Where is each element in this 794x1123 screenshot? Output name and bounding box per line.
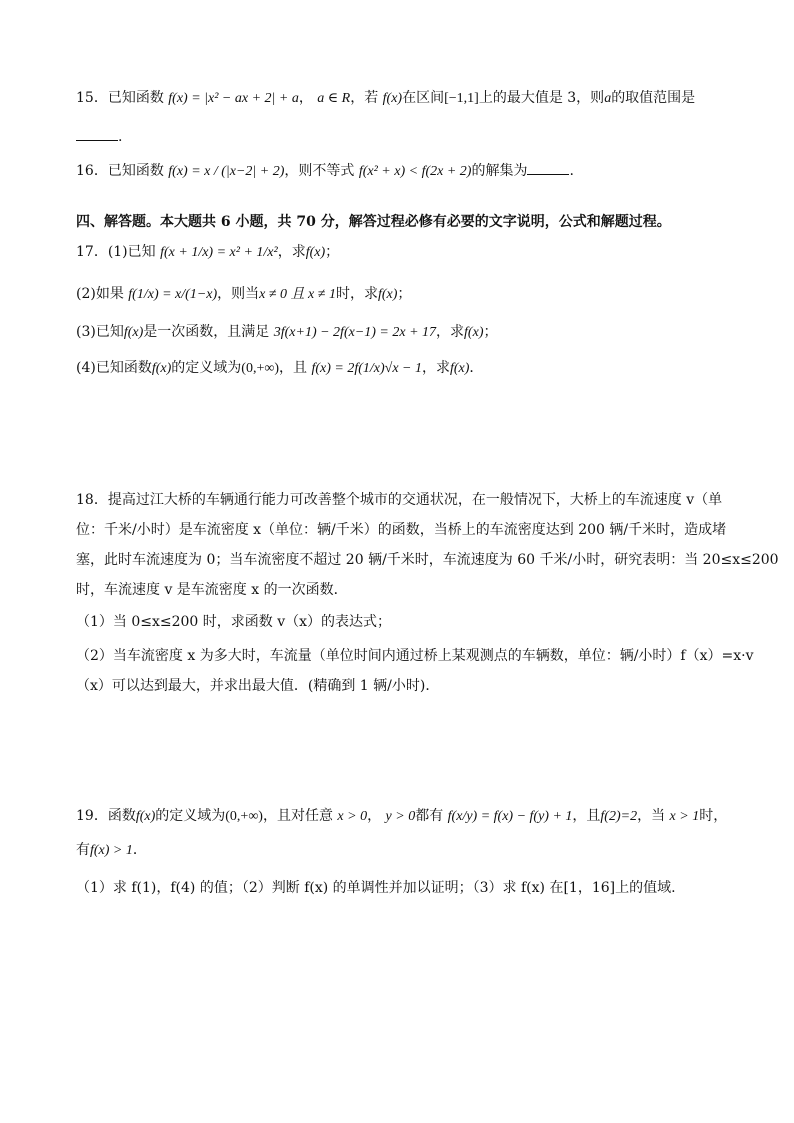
q17-part3: (3)已知f(x)是一次函数，且满足 3f(x+1) − 2f(x−1) = 2x + 17，求f(x)； [76, 324, 498, 340]
q15-answer-blank[interactable] [76, 126, 118, 141]
q16-formula: f(x) = x / (|x−2| + 2) [168, 164, 285, 179]
q16-line: 16．已知函数 f(x) = x / (|x−2| + 2)，则不等式 f(x² + x) < f(2x + 2)的解集为 . [76, 160, 574, 182]
q18-line-6: （2）当车流密度 x 为多大时，车流量（单位时间内通过桥上某观测点的车辆数，单位：辆/小时）f（x）=x·v [76, 648, 754, 664]
q15-line1: 15．已知函数 f(x) = |x² − ax + 2| + a， a ∈ R，若 f(x)在区间[−1,1]上的最大值是 3，则a的取值范围是 [76, 90, 696, 106]
q17-p3-formula: 3f(x+1) − 2f(x−1) = 2x + 17 [273, 325, 437, 340]
q19-parts: （1）求 f(1)，f(4) 的值；（2）判断 f(x) 的单调性并加以证明；（3）求 f(x) 在[1，16]上的值域. [76, 880, 676, 896]
q17-part4: (4)已知函数f(x)的定义域为(0,+∞)，且 f(x) = 2f(1/x)√x − 1，求f(x)． [76, 360, 484, 376]
q18-line-5: （1）当 0≤x≤200 时，求函数 v（x）的表达式； [76, 614, 392, 630]
q15-formula: f(x) = |x² − ax + 2| + a [168, 91, 299, 106]
q18-line-1: 18．提高过江大桥的车辆通行能力可改善整个城市的交通状况，在一般情况下，大桥上的车流速度 v（单 [76, 492, 723, 508]
q16-number: 16． [76, 163, 108, 179]
q17-p1-formula: f(x + 1/x) = x² + 1/x² [160, 245, 278, 260]
section-heading: 四、解答题。本大题共 6 小题，共 70 分，解答过程必修有必要的文字说明，公式和解题过程。 [76, 214, 671, 230]
q18-line-3: 塞，此时车流速度为 0；当车流密度不超过 20 辆/千米时，车流速度为 60 千米/小时，研究表明：当 20≤x≤200 [76, 552, 779, 568]
q17-part1: 17．(1)已知 f(x + 1/x) = x² + 1/x²，求f(x)； [76, 244, 340, 260]
q17-part2: (2)如果 f(1/x) = x/(1−x)，则当x ≠ 0 且 x ≠ 1时，求f(x)； [76, 286, 412, 302]
q15-condition: a ∈ R [317, 91, 351, 106]
q19-line1: 19．函数f(x)的定义域为(0,+∞)，且对任意 x > 0， y > 0都有 f(x/y) = f(x) − f(y) + 1，且f(2)=2，当 x > 1时， [76, 808, 728, 824]
q19-formula: f(x/y) = f(x) − f(y) + 1 [447, 809, 573, 824]
q19-line2: 有f(x) > 1． [76, 842, 147, 858]
q18-line-2: 位：千米/小时）是车流密度 x（单位：辆/千米）的函数，当桥上的车流密度达到 200 辆/千米时，造成堵 [76, 522, 727, 538]
q15-number: 15． [76, 90, 108, 106]
q17-p2-formula: f(1/x) = x/(1−x) [128, 287, 218, 302]
q18-line-4: 时，车流速度 v 是车流密度 x 的一次函数． [76, 582, 348, 598]
q17-p4-formula: f(x) = 2f(1/x)√x − 1 [311, 361, 422, 376]
q15-answer-line: . [76, 126, 122, 147]
q15-interval: [−1,1] [444, 91, 479, 106]
q18-line-7: （x）可以达到最大，并求出最大值．(精确到 1 辆/小时)． [76, 678, 440, 694]
q16-answer-blank[interactable] [527, 160, 569, 175]
q16-inequality: f(x² + x) < f(2x + 2) [358, 164, 472, 179]
